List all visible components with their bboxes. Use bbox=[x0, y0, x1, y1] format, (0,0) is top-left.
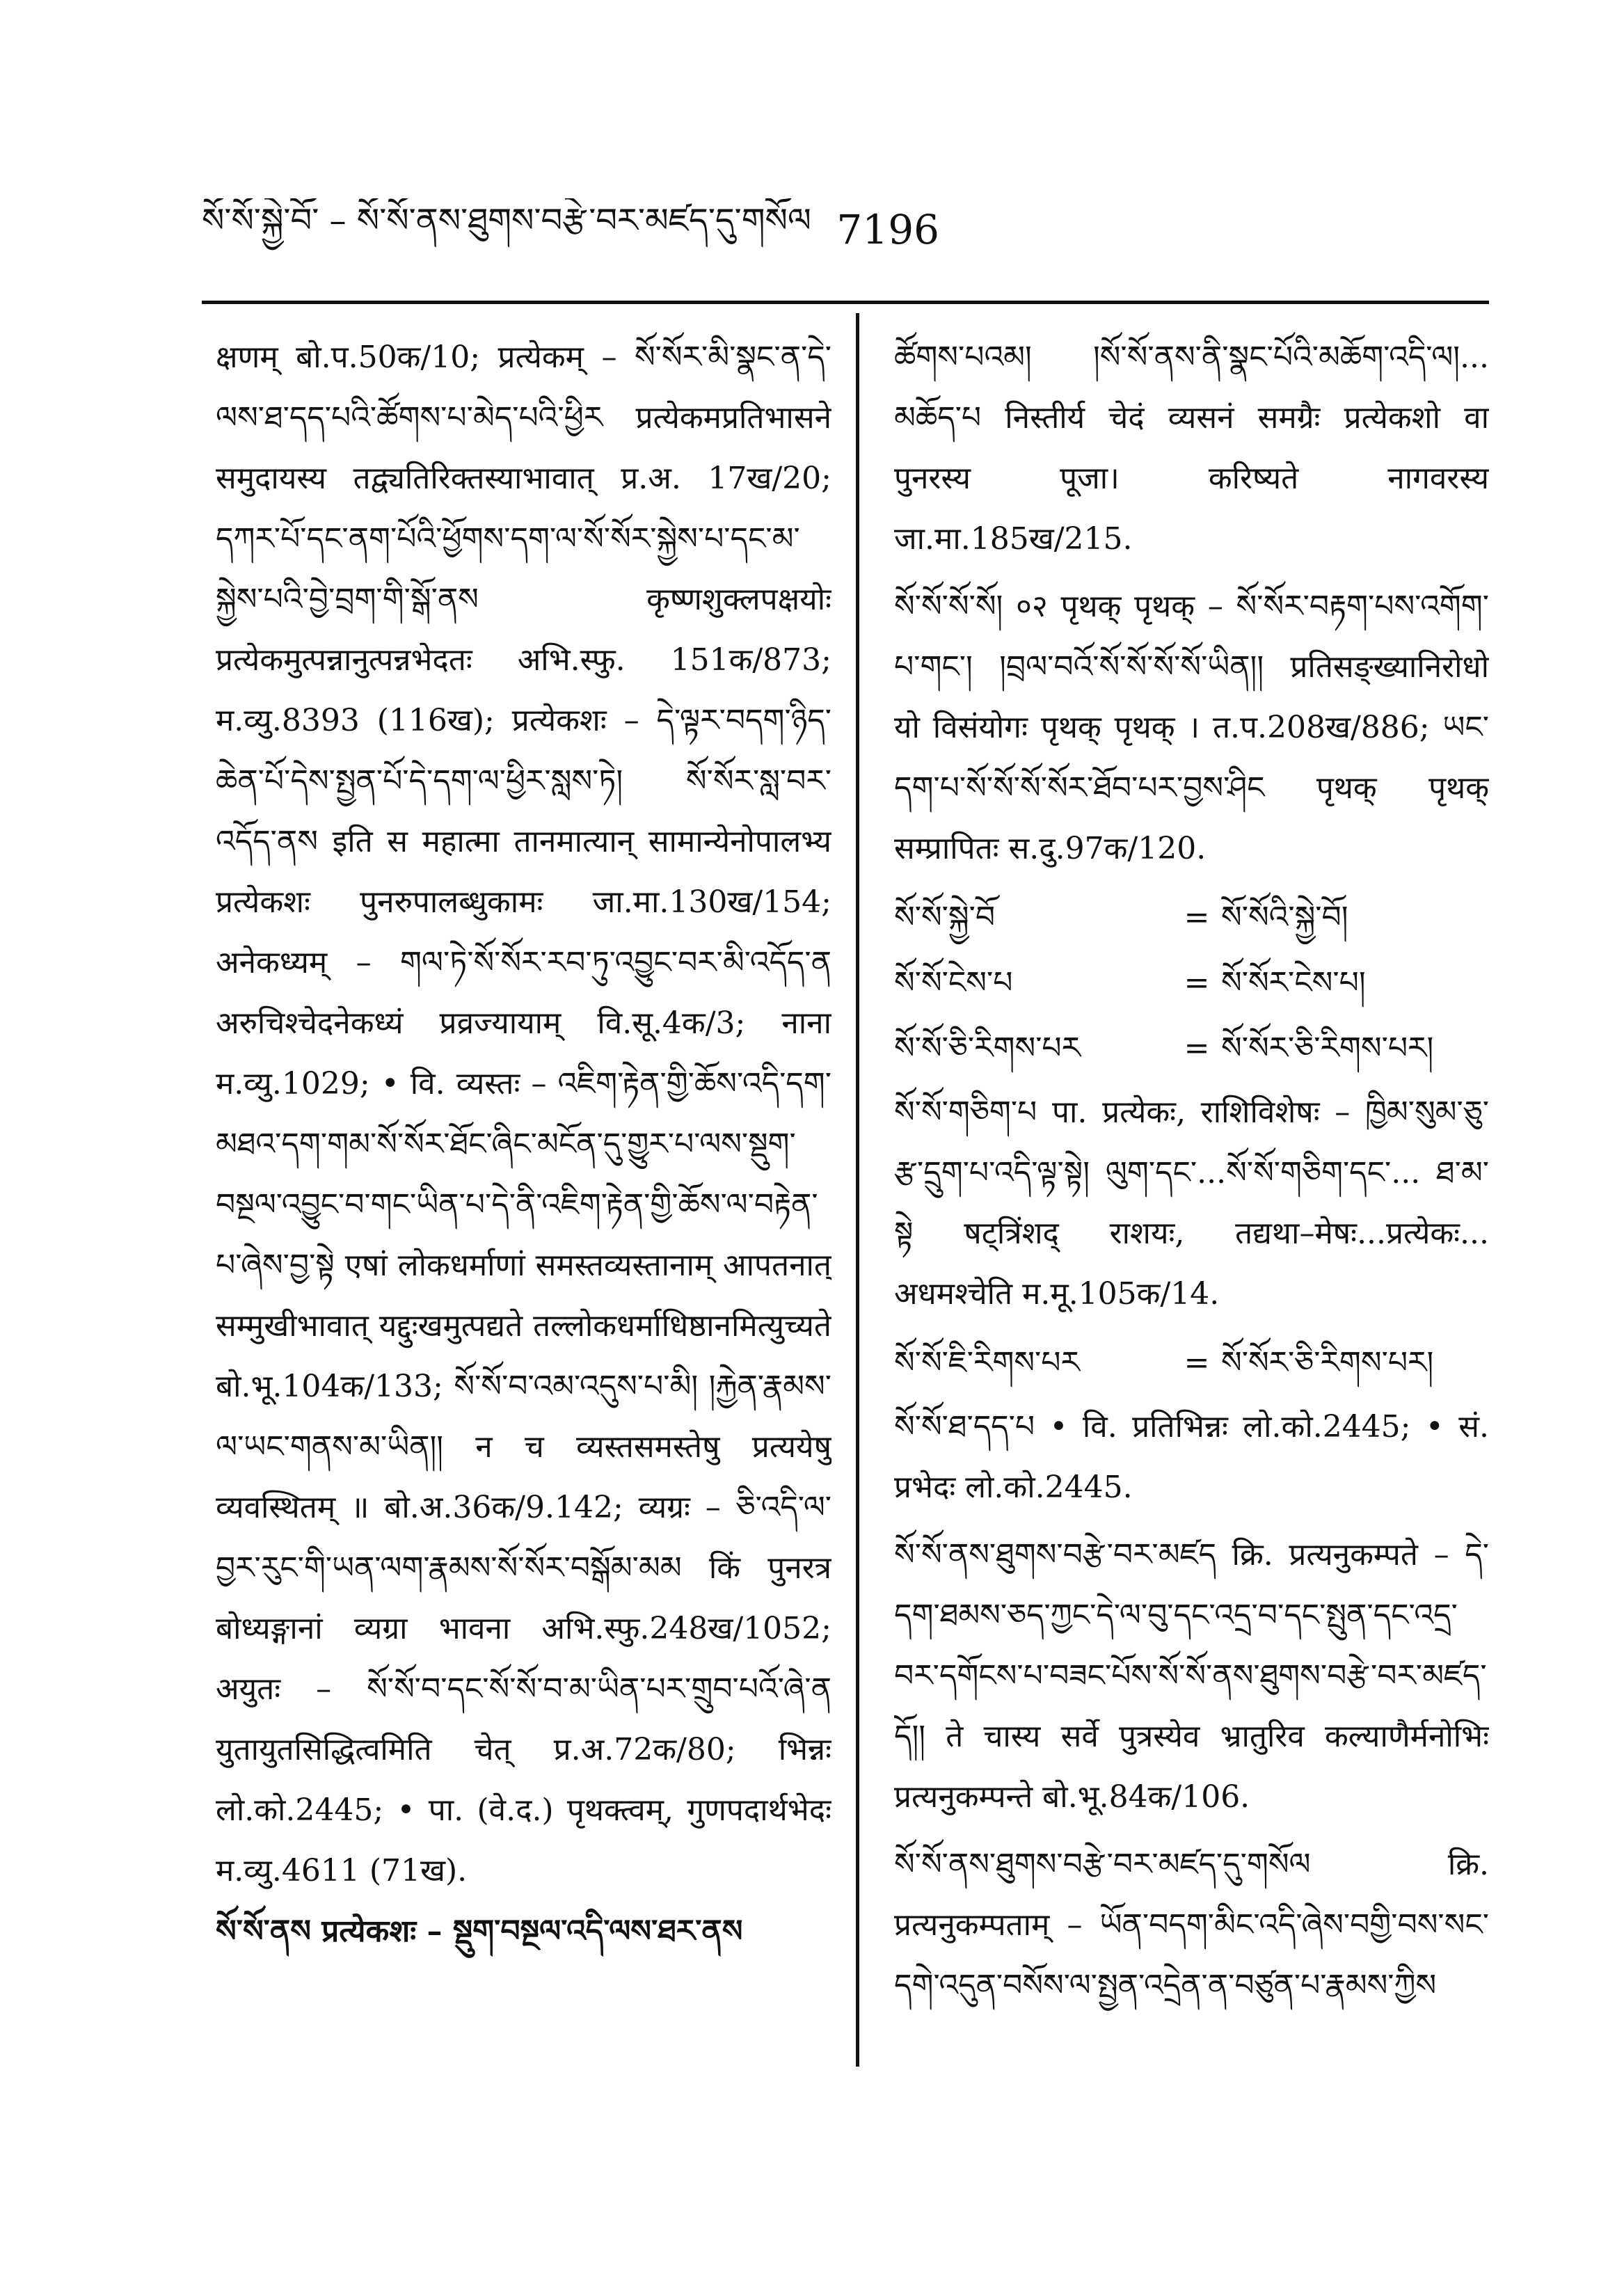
xref-target: སོ་སོའི་སྐྱེ་བོ། bbox=[1221, 899, 1348, 935]
xref-target: སོ་སོར་ཅི་རིགས་པར། bbox=[1221, 1030, 1434, 1066]
entry-rashi: སོ་སོ་གཅིག་པ पा. प्रत्येकः, राशिविशेषः – ཁྱིམ་སུམ་ཅུ་རྩ་དྲུག་པ་འདི་ལྟ་སྟེ། ལུག་དང་...སོ་སོ་གཅིག་དང་... ཐ་མ་སྟེ षट्त्रिंशद् राशयः, तद्यथा–मेषः...प्रत्येकः... अधमश्चेति म.मू.105क/14. bbox=[894, 1095, 1489, 1312]
xref-target: སོ་སོར་ཅི་རིགས་པར། bbox=[1221, 1344, 1434, 1381]
xref-term: སོ་སོ་ཅི་རིགས་པར bbox=[894, 1030, 1081, 1066]
cross-reference bbox=[894, 951, 1489, 1014]
entry-prthak: སོ་སོ་སོ་སོ། ०२ पृथक् पृथक् – སོ་སོར་བརྟག་པས་འགོག་པ་གང་། །བྲལ་བའོ་སོ་སོ་སོ་སོ་ཡིན།། प्रतिसङ्ख्यानिरोधो यो विसंयोगः पृथक् पृथक् । त.प.208ख/886; ཡང་དག་པ་སོ་སོ་སོ་སོར་ཐོབ་པར་བྱས་ཤིང पृथक् पृथक् सम्प्रापितः स.दु.97क/120. bbox=[894, 589, 1489, 866]
entry-pratibhinna: སོ་སོ་ཐ་དད་པ • वि. प्रतिभिन्नः लो.को.2445; • सं. प्रभेदः लो.को.2445. bbox=[894, 1409, 1489, 1505]
entry-anukampate: སོ་སོ་ནས་ཐུགས་བརྩེ་བར་མཛད क्रि. प्रत्यनुकम्पते – དེ་དག་ཐམས་ཅད་ཀྱང་དེ་ལ་བུ་དང་འདྲ་བ་དང་སྤུན་དང་འདྲ་བར་དགོངས་པ་བཟང་པོས་སོ་སོ་ནས་ཐུགས་བརྩེ་བར་མཛད་དོ།། ते चास्य सर्वे पुत्रस्येव भ्रातुरिव कल्याणैर्मनोभिः प्रत्यनुकम्पन्ते बो.भू.84क/106. bbox=[894, 1537, 1489, 1815]
entry-continuation: ཚོགས་པའམ། །སོ་སོ་ནས་ནི་སྣང་པོའི་མཆོག་འདི་ལ།... མཆོད་པ निस्तीर्य चेदं व्यसनं समग्रैः प्रत्येकशो वा पुनरस्य पूजा। करिष्यते नागवरस्य जा.मा.185ख/215. bbox=[894, 340, 1489, 557]
page-number: 7196 bbox=[836, 206, 939, 253]
column-divider bbox=[856, 313, 859, 2067]
entry-anukampatam: སོ་སོ་ནས་ཐུགས་བརྩེ་བར་མཛད་དུ་གསོལ क्रि. प्रत्यनुकम्पताम् – ཡོན་བདག་མིང་འདི་ཞེས་བགྱི་བས་སང་དགེ་འདུན་བསོས་ལ་སྤྱན་འདྲེན་ན་བཙུན་པ་རྣམས་ཀྱིས bbox=[894, 1847, 1489, 2003]
running-head-title: སོ་སོ་སྐྱེ་བོ་ – སོ་སོ་ནས་ཐུགས་བརྩེ་བར་མཛད་དུ་གསོལ bbox=[202, 200, 811, 240]
xref-equals: = bbox=[1184, 964, 1210, 1001]
running-head bbox=[202, 198, 939, 261]
xref-term: སོ་སོ་ཇི་རིགས་པར bbox=[894, 1344, 1080, 1381]
entry-headword: སོ་སོ་ནས प्रत्येकशः – སྡུག་བསྔལ་འདི་ལས་ཐར་ནས bbox=[216, 1914, 743, 1949]
entry-text: क्षणम् बो.प.50क/10; प्रत्येकम् – སོ་སོར་མི་སྣང་ན་དེ་ལས་ཐ་དད་པའི་ཚོགས་པ་མེད་པའི་ཕྱིར प्रत्येकमप्रतिभासने समुदायस्य तद्व्यतिरिक्तस्याभावात् प्र.अ. 17ख/20; དཀར་པོ་དང་ནག་པོའི་ཕྱོགས་དག་ལ་སོ་སོར་སྐྱེས་པ་དང་མ་སྐྱེས་པའི་བྱེ་བྲག་གི་སྒོ་ནས कृष्णशुक्लपक्षयोः प्रत्येकमुत्पन्नानुत्पन्नभेदतः अभि.स्फु. 151क/873; म.व्यु.8393 (116ख); प्रत्येकशः – དེ་ལྟར་བདག་ཉིད་ཆེན་པོ་དེས་སྤྱན་པོ་དེ་དག་ལ་ཕྱིར་སླས་ཏེ། སོ་སོར་སླ་བར་འདོད་ནས इति स महात्मा तानमात्यान् सामान्येनोपालभ्य प्रत्येकशः पुनरुपालब्धुकामः जा.मा.130ख/154; अनेकध्यम् – གལ་ཏེ་སོ་སོར་རབ་ཏུ་འབྱུང་བར་མི་འདོད་ན अरुचिश्चेदनेकध्यं प्रव्रज्यायाम् वि.सू.4क/3; नाना म.व्यु.1029; • वि. व्यस्तः – འཇིག་རྟེན་གྱི་ཆོས་འདི་དག་མཐའ་དག་གམ་སོ་སོར་ཐོང་ཞིང་མངོན་དུ་གྱུར་པ་ལས་སྡུག་བསྔལ་འབྱུང་བ་གང་ཡིན་པ་དེ་ནི་འཇིག་རྟེན་གྱི་ཆོས་ལ་བརྟེན་པ་ཞེས་བྱ་སྟེ एषां लोकधर्माणां समस्तव्यस्तानाम् आपतनात् सम्मुखीभावात् यद्दुःखमुत्पद्यते तल्लोकधर्माधिष्ठानमित्युच्यते बो.भू.104क/133; སོ་སོ་བ་འམ་འདུས་པ་མི། །རྐྱེན་རྣམས་ལ་ཡང་གནས་མ་ཡིན།། न च व्यस्तसमस्तेषु प्रत्ययेषु व्यवस्थितम् ॥ बो.अ.36क/9.142; व्यग्रः – ཅི་འདི་ལ་བྱར་རུང་གི་ཡན་ལག་རྣམས་སོ་སོར་བསྒོམ་མམ किं पुनरत्र बोध्यङ्गानां व्यग्रा भावना अभि.स्फु.248ख/1052; अयुतः – སོ་སོ་བ་དང་སོ་སོ་བ་མ་ཡིན་པར་གྲུབ་པའོ་ཞེ་ན युतायुतसिद्धित्वमिति चेत् प्र.अ.72क/80; भिन्नः लो.को.2445; • पा. (वे.द.) पृथक्त्वम्, गुणपदार्थभेदः म.व्यु.4611 (71ख). bbox=[216, 340, 831, 1888]
xref-equals: = bbox=[1184, 899, 1210, 935]
right-column bbox=[894, 327, 1489, 2081]
xref-term: སོ་སོ་སྐྱེ་བོ bbox=[894, 899, 996, 935]
header-rule bbox=[202, 301, 1489, 304]
xref-equals: = bbox=[1184, 1030, 1210, 1066]
xref-equals: = bbox=[1184, 1344, 1210, 1381]
cross-reference bbox=[894, 1331, 1489, 1394]
xref-target: སོ་སོར་ངེས་པ། bbox=[1221, 964, 1366, 1001]
left-column bbox=[216, 327, 831, 2081]
xref-term: སོ་སོ་ངེས་པ bbox=[894, 964, 1013, 1001]
cross-reference bbox=[894, 1017, 1489, 1079]
cross-reference bbox=[894, 886, 1489, 948]
